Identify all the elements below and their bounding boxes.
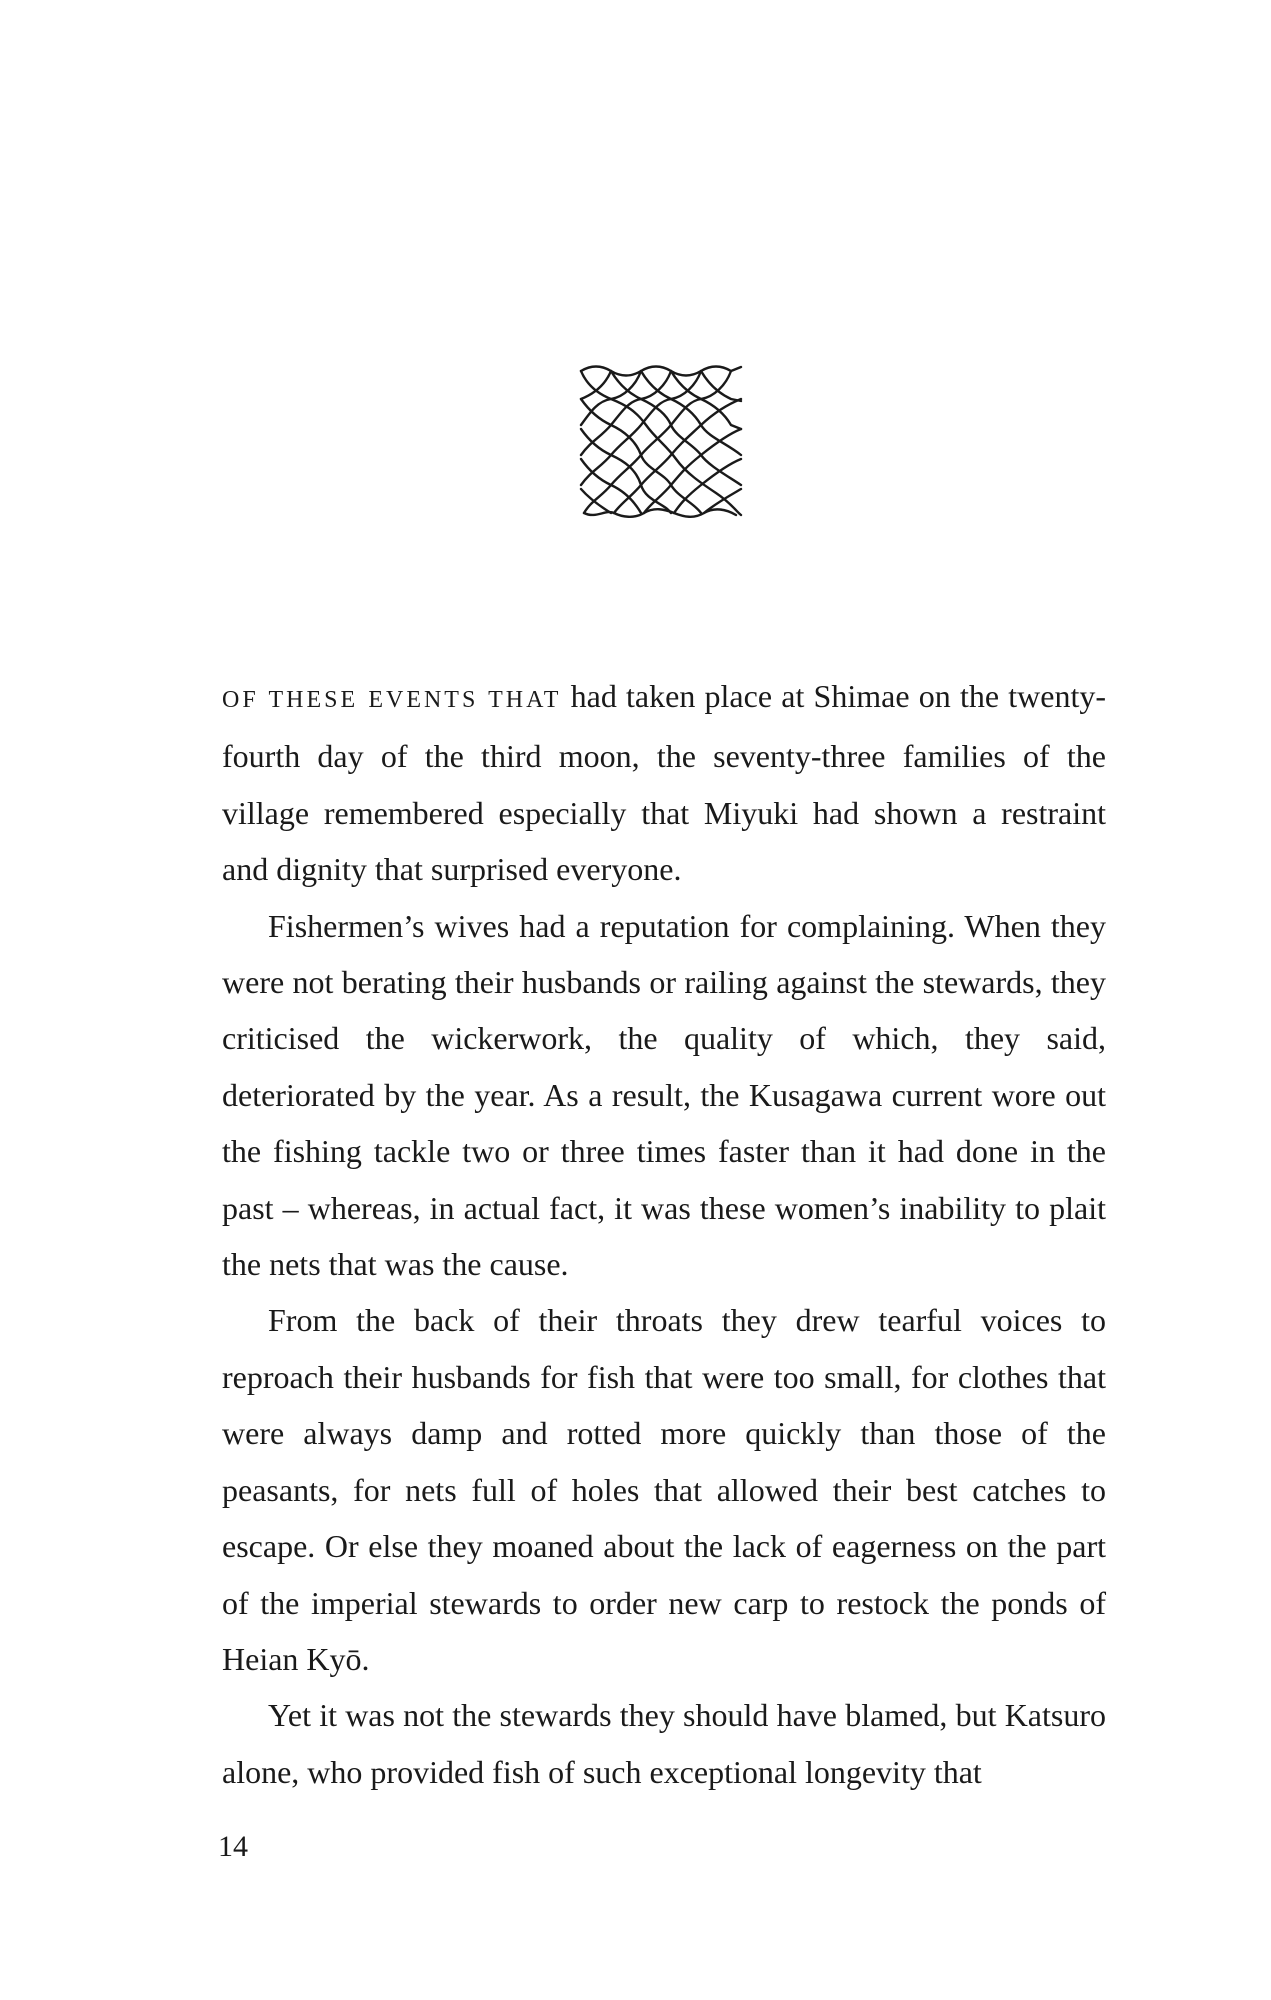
- paragraph-text: had taken place at Shimae on the twenty-fourth day of the third moon, the seventy-three families of the village remembered especially that Miyuki had shown a restraint and dignity that surprised everyone.: [222, 678, 1107, 888]
- paragraph: From the back of their throats they drew tearful voices to reproach their husbands for fish that were too small, for clothes that were always damp and rotted more quickly than those of the peasants, for nets full of holes that allowed their best catches to escape. Or else they moaned about the lack of eagerness on the part of the imperial stewards to order new carp to restock the ponds of Heian Kyō.: [222, 1302, 1106, 1677]
- woven-net-ornament-icon: [576, 363, 746, 519]
- body-text: [222, 668, 1106, 1800]
- page-number: 14: [218, 1830, 248, 1863]
- paragraph: [222, 668, 1106, 898]
- opening-smallcaps: OF THESE EVENTS THAT: [222, 687, 562, 713]
- paragraph: Yet it was not the stewards they should have blamed, but Katsuro alone, who provided fish of such exceptional longevity that: [222, 1697, 1106, 1790]
- paragraph: Fishermen’s wives had a reputation for complaining. When they were not berating their husbands or railing against the stewards, they criticised the wickerwork, the quality of which, they said, deteriorated by the year. As a result, the Kusagawa current wore out the fishing tackle two or three times faster than it had done in the past – whereas, in actual fact, it was these women’s inability to plait the nets that was the cause.: [222, 907, 1106, 1283]
